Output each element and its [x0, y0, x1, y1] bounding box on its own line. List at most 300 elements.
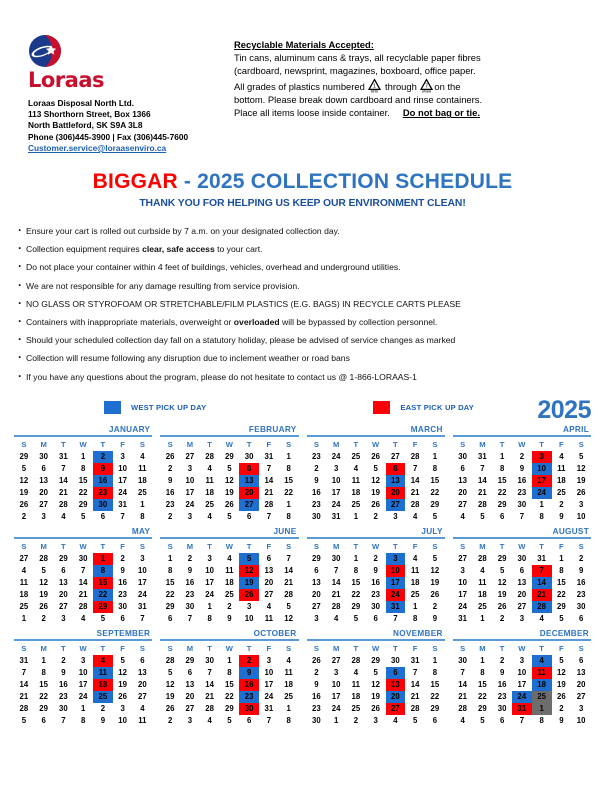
weekday-header: T [246, 643, 252, 653]
calendar-day: 30 [517, 554, 527, 564]
calendar-day: 28 [165, 656, 175, 666]
month-name: SEPTEMBER [96, 628, 151, 638]
month-name: FEBRUARY [248, 424, 297, 434]
calendar-day: 5 [227, 512, 232, 522]
recyclables-line-5-text: Place all items loose inside container. [234, 107, 390, 119]
calendar-day: 15 [78, 476, 88, 486]
page-title [0, 170, 605, 194]
calendar-day: 28 [331, 602, 341, 612]
week-row [453, 487, 591, 499]
calendar-day: 19 [165, 692, 175, 702]
weekday-header: F [412, 439, 418, 449]
pickup-day-west: 18 [532, 679, 552, 691]
calendar-day: 31 [458, 614, 467, 624]
calendar-day: 9 [519, 464, 525, 474]
legend-east-label: EAST PICK UP DAY [400, 403, 475, 413]
calendar-day: 1 [167, 554, 173, 564]
weekday-header: M [40, 643, 47, 653]
calendar-day: 31 [410, 656, 420, 666]
calendar-day: 9 [314, 476, 319, 486]
weekday-header-row [453, 439, 591, 451]
calendar-day: 28 [284, 590, 293, 600]
weekday-header: W [372, 439, 380, 449]
calendar-day: 5 [100, 614, 106, 624]
calendar-day: 29 [371, 656, 380, 666]
weekday-header: F [559, 643, 564, 653]
month-table [14, 643, 152, 727]
calendar-day: 19 [576, 476, 586, 486]
recyclables-line-3-mid: through [385, 80, 417, 92]
weekday-header-row [307, 541, 445, 553]
calendar-day: 7 [266, 716, 272, 726]
calendar-day: 5 [559, 614, 564, 624]
calendar-day: 18 [557, 476, 566, 486]
calendar-day: 16 [312, 488, 321, 498]
week-row [160, 451, 298, 463]
pickup-day-west: 24 [512, 691, 532, 703]
week-row [307, 475, 445, 487]
calendar-day: 20 [39, 488, 48, 498]
company-email-link[interactable]: Customer.service@loraasenviro.ca [28, 142, 167, 153]
calendar-day: 23 [312, 452, 321, 462]
calendar-day: 1 [286, 500, 291, 510]
calendar-day: 17 [331, 692, 341, 702]
company-phone-fax: Phone (306)445-3900 | Fax (306)445-7600 [28, 131, 189, 142]
pickup-day-west: 13 [386, 475, 406, 487]
weekday-header: W [225, 439, 233, 449]
notice-item: · Collection equipment requires clear, safe access to your cart. [26, 240, 591, 258]
calendar-day: 7 [412, 668, 418, 678]
pickup-day-west: 14 [532, 577, 552, 589]
calendar-day: 15 [284, 476, 293, 486]
weekday-header: S [432, 439, 438, 449]
calendar-day: 24 [458, 602, 467, 612]
notice-item: · Ensure your cart is rolled out curbside by 7 a.m. on your designated collection day. [26, 222, 591, 240]
weekday-header: F [559, 439, 564, 449]
calendar-day: 5 [559, 656, 564, 666]
week-row [160, 691, 298, 703]
calendar-day: 24 [78, 692, 88, 702]
month-rule [453, 435, 591, 437]
calendar-day: 6 [499, 716, 505, 726]
weekday-header: S [313, 643, 319, 653]
calendar-day: 9 [187, 566, 193, 576]
calendar-day: 18 [284, 680, 293, 690]
calendar-day: 29 [78, 500, 88, 510]
calendar-day: 30 [312, 716, 321, 726]
calendar-day: 20 [59, 590, 68, 600]
calendar-day: 22 [284, 488, 293, 498]
calendar-day: 26 [165, 704, 175, 714]
calendar-day: 7 [393, 614, 398, 624]
calendar-day: 12 [371, 680, 380, 690]
calendar-day: 27 [458, 554, 467, 564]
weekday-header: T [61, 439, 66, 449]
week-row [14, 499, 152, 511]
calendar-day: 20 [138, 680, 147, 690]
weekday-header-row [307, 643, 445, 655]
calendar-day: 29 [351, 602, 361, 612]
calendar-day: 29 [430, 500, 440, 510]
weekday-header-row [160, 541, 298, 553]
calendar-day: 26 [312, 656, 321, 666]
calendar-day: 28 [39, 554, 48, 564]
calendar-day: 29 [312, 554, 321, 564]
calendar-day: 12 [430, 566, 440, 576]
calendar-day: 8 [140, 512, 145, 522]
calendar-day: 4 [333, 614, 339, 624]
calendar-day: 13 [39, 476, 48, 486]
week-row [14, 703, 152, 715]
weekday-header: T [100, 643, 106, 653]
pickup-day-east: 3 [532, 451, 552, 463]
calendar-day: 9 [61, 668, 66, 678]
calendar-day: 1 [353, 512, 359, 522]
calendar-day: 8 [286, 716, 291, 726]
pickup-day-east: 10 [386, 565, 406, 577]
calendar-day: 28 [351, 656, 361, 666]
calendar-day: 5 [227, 464, 232, 474]
calendar-day: 30 [391, 656, 400, 666]
calendar-day: 18 [19, 590, 29, 600]
weekday-header: S [286, 541, 292, 551]
calendar-day: 4 [207, 464, 212, 474]
week-row [14, 655, 152, 667]
weekday-header-row [307, 439, 445, 451]
calendar-day: 2 [559, 500, 564, 510]
calendar-day: 26 [576, 488, 586, 498]
calendar-day: 12 [497, 578, 507, 588]
calendar-day: 4 [140, 704, 145, 714]
calendar-day: 6 [432, 716, 438, 726]
notice-item: · Collection will resume following any disruption due to inclement weather or road bans [26, 349, 591, 367]
calendar-day: 21 [410, 488, 420, 498]
calendar-day: 8 [539, 716, 544, 726]
calendar-day: 27 [185, 452, 195, 462]
calendar-day: 21 [264, 488, 274, 498]
month-august [449, 527, 595, 625]
calendar-year: 2025 [537, 395, 591, 424]
month-name: NOVEMBER [393, 628, 443, 638]
calendar-day: 3 [120, 452, 125, 462]
pickup-day-west: 17 [386, 577, 406, 589]
calendar-day: 9 [499, 668, 505, 678]
legend-west [104, 401, 206, 414]
calendar-day: 5 [432, 512, 438, 522]
weekday-header: T [207, 643, 212, 653]
calendar-day: 29 [225, 452, 234, 462]
calendar-day: 3 [120, 704, 125, 714]
calendar-day: 17 [78, 680, 88, 690]
week-row [14, 565, 152, 577]
calendar-day: 11 [284, 668, 293, 678]
calendar-day: 22 [430, 488, 440, 498]
calendar-day: 9 [373, 566, 378, 576]
weekday-header: S [578, 643, 584, 653]
calendar-day: 1 [480, 614, 485, 624]
week-row [307, 565, 445, 577]
calendar-day: 3 [333, 668, 339, 678]
page-subtitle: THANK YOU FOR HELPING US KEEP OUR ENVIRONMENT CLEAN! [139, 198, 466, 210]
weekday-header: F [120, 439, 125, 449]
calendar-day: 6 [120, 614, 125, 624]
month-september [10, 629, 156, 727]
calendar-day: 21 [331, 590, 341, 600]
week-row [453, 715, 591, 727]
calendar-day: 1 [80, 704, 86, 714]
weekday-header: T [100, 541, 106, 551]
calendar-day: 31 [537, 554, 546, 564]
weekday-header: T [393, 643, 398, 653]
calendar-day: 27 [39, 500, 48, 510]
calendar-day: 10 [264, 668, 274, 678]
pickup-day-east: 11 [532, 667, 552, 679]
calendar-day: 25 [351, 452, 361, 462]
weekday-header: T [539, 439, 544, 449]
calendar-day: 13 [138, 668, 147, 678]
weekday-header: F [559, 541, 564, 551]
month-rule [160, 537, 298, 539]
pickup-day-east: 23 [93, 487, 113, 499]
calendar-day: 9 [227, 614, 232, 624]
month-rule [453, 639, 591, 641]
calendar-day: 22 [497, 488, 507, 498]
calendar-day: 17 [458, 590, 467, 600]
calendar-day: 1 [80, 452, 86, 462]
calendar-day: 6 [140, 656, 145, 666]
calendar-day: 28 [458, 704, 467, 714]
weekday-header: W [225, 541, 233, 551]
calendar-day: 25 [351, 704, 361, 714]
calendar-day: 12 [371, 476, 380, 486]
calendar-day: 11 [264, 614, 273, 624]
calendar-day: 11 [411, 566, 420, 576]
week-row [453, 577, 591, 589]
calendar-day: 4 [207, 512, 212, 522]
week-row [453, 703, 591, 715]
week-row [160, 703, 298, 715]
calendar-day: 8 [539, 512, 544, 522]
calendar-day: 27 [576, 692, 586, 702]
week-row [307, 451, 445, 463]
calendar-day: 7 [333, 566, 339, 576]
weekday-header: T [61, 643, 66, 653]
calendar-day: 24 [138, 590, 147, 600]
calendar-day: 13 [185, 680, 195, 690]
calendar-day: 27 [312, 602, 321, 612]
weekday-header: M [479, 643, 486, 653]
pickup-day-east: 6 [239, 463, 259, 475]
week-row [160, 475, 298, 487]
calendar-day: 31 [138, 602, 147, 612]
calendar-day: 9 [314, 680, 319, 690]
calendar-day: 2 [61, 656, 66, 666]
calendar-day: 12 [284, 614, 293, 624]
calendar-day: 14 [205, 680, 214, 690]
week-row [453, 511, 591, 523]
calendar-day: 18 [351, 692, 361, 702]
calendar-day: 16 [371, 578, 380, 588]
calendar-day: 29 [185, 656, 195, 666]
calendar-day: 8 [167, 566, 173, 576]
calendar-day: 3 [246, 602, 252, 612]
calendar-day: 7 [266, 464, 272, 474]
svg-text:OTHER: OTHER [422, 90, 432, 93]
calendar-day: 28 [410, 452, 420, 462]
pickup-day-west: 11 [93, 667, 113, 679]
calendar-day: 14 [264, 476, 274, 486]
week-row [453, 691, 591, 703]
weekday-header: M [40, 439, 47, 449]
notice-item: · Do not place your container within 4 feet of buildings, vehicles, overhead and underground utilities. [26, 258, 591, 276]
calendar-day: 22 [78, 488, 88, 498]
calendar-day: 19 [371, 692, 380, 702]
weekday-header: S [167, 541, 173, 551]
calendar-day: 27 [185, 704, 195, 714]
calendar-day: 2 [578, 554, 584, 564]
pickup-day-west: 27 [386, 499, 406, 511]
calendar-day: 21 [284, 578, 293, 588]
calendar-day: 13 [312, 578, 321, 588]
calendar-day: 16 [165, 488, 175, 498]
recyclables-line-3-post: on the [434, 80, 461, 92]
week-row [160, 613, 298, 625]
calendar-day: 14 [284, 566, 293, 576]
loraas-logo-icon [28, 34, 62, 68]
weekday-header: F [412, 643, 418, 653]
calendar-day: 15 [39, 680, 48, 690]
calendar-day: 11 [557, 464, 566, 474]
calendar-day: 20 [264, 578, 274, 588]
weekday-header: M [332, 439, 340, 449]
calendar-day: 8 [353, 566, 359, 576]
month-name: APRIL [562, 424, 589, 434]
weekday-header: T [393, 541, 398, 551]
calendar-day: 1 [286, 452, 291, 462]
pickup-day-west: 19 [239, 577, 259, 589]
calendar-day: 25 [19, 602, 29, 612]
calendar-day: 30 [78, 554, 88, 564]
calendar-day: 2 [21, 512, 27, 522]
weekday-header: S [432, 541, 438, 551]
pickup-day-west: 4 [532, 655, 552, 667]
calendar-day: 6 [578, 614, 584, 624]
calendar-day: 8 [432, 668, 438, 678]
legend-east [373, 401, 474, 414]
month-table [453, 439, 591, 523]
calendar-day: 30 [497, 704, 507, 714]
pickup-day-east: 30 [239, 703, 259, 715]
month-table [14, 439, 152, 523]
calendar-day: 4 [393, 716, 398, 726]
calendar-day: 21 [59, 488, 68, 498]
month-table [160, 643, 298, 727]
week-row [14, 613, 152, 625]
calendar-day: 17 [517, 680, 527, 690]
calendar-day: 25 [351, 500, 361, 510]
calendar-day: 10 [517, 668, 527, 678]
calendar-day: 24 [205, 590, 214, 600]
calendar-day: 28 [410, 500, 420, 510]
calendar-day: 29 [225, 704, 234, 714]
week-row [453, 655, 591, 667]
weekday-header: T [353, 643, 359, 653]
week-row [453, 667, 591, 679]
calendar-day: 31 [331, 512, 341, 522]
week-row [453, 499, 591, 511]
calendar-day: 15 [478, 680, 487, 690]
calendar-day: 23 [165, 500, 175, 510]
pickup-day-west: 3 [386, 553, 406, 565]
weekday-header-row [160, 439, 298, 451]
pickup-day-east: 24 [386, 589, 406, 601]
weekday-header: T [100, 439, 106, 449]
calendar-day: 31 [59, 452, 68, 462]
calendar-day: 3 [519, 614, 525, 624]
weekday-header: S [286, 439, 292, 449]
week-row [160, 679, 298, 691]
svg-text:PETE: PETE [371, 89, 379, 93]
calendar-day: 6 [187, 668, 193, 678]
notice-list [0, 222, 605, 386]
month-name: DECEMBER [539, 628, 589, 638]
calendar-day: 30 [517, 500, 527, 510]
month-table [453, 643, 591, 727]
pickup-day-west: 31 [386, 601, 406, 613]
calendar-day: 15 [497, 476, 507, 486]
calendar-day: 7 [61, 716, 66, 726]
week-row [160, 463, 298, 475]
week-row [307, 679, 445, 691]
weekday-header-row [14, 439, 152, 451]
calendar-day: 8 [207, 614, 212, 624]
calendar-day: 29 [165, 602, 175, 612]
month-name: MARCH [410, 424, 443, 434]
calendar-day: 1 [41, 656, 46, 666]
calendar-day: 4 [207, 716, 212, 726]
calendar-day: 12 [165, 680, 175, 690]
weekday-header: W [518, 541, 526, 551]
calendar-day: 31 [19, 656, 29, 666]
week-row [160, 553, 298, 565]
calendar-day: 2 [187, 554, 193, 564]
weekday-header: S [432, 643, 438, 653]
calendar-day: 3 [460, 566, 465, 576]
month-name: MAY [131, 526, 151, 536]
month-may [10, 527, 156, 625]
weekday-header: T [246, 541, 252, 551]
calendar-day: 2 [227, 602, 232, 612]
pickup-day-east: 20 [239, 487, 259, 499]
calendar-day: 8 [41, 668, 46, 678]
calendar-day: 7 [21, 668, 27, 678]
calendar-day: 6 [460, 464, 465, 474]
calendar-day: 10 [205, 566, 214, 576]
calendar-day: 22 [478, 692, 487, 702]
calendar-day: 23 [576, 590, 586, 600]
calendar-day: 1 [499, 452, 505, 462]
calendar-day: 3 [187, 716, 193, 726]
calendar-day: 10 [118, 464, 127, 474]
calendar-day: 20 [185, 692, 195, 702]
calendar-day: 4 [286, 656, 291, 666]
calendar-day: 7 [187, 614, 193, 624]
calendar-day: 7 [460, 668, 465, 678]
pickup-day-east: 18 [93, 679, 113, 691]
pickup-day-west: 25 [93, 691, 113, 703]
weekday-header: T [353, 439, 359, 449]
calendar-day: 3 [578, 704, 584, 714]
